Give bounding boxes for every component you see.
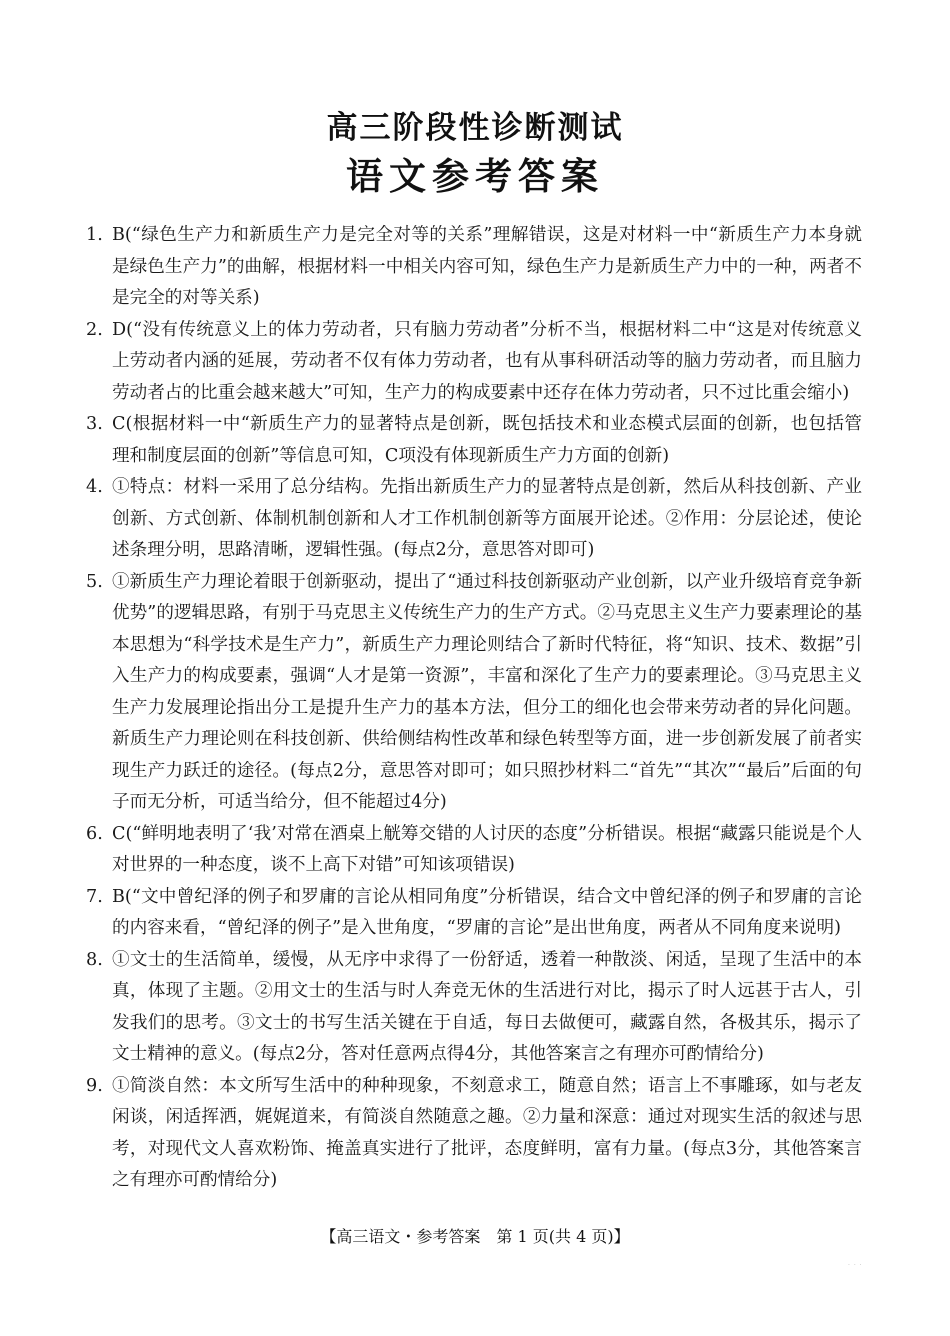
- answer-key-title: 语文参考答案: [346, 155, 604, 198]
- answer-item-6: [86, 819, 862, 882]
- answer-number: 2.: [86, 319, 103, 340]
- page-footer: 【高三语文・参考答案 第 1 页(共 4 页)】: [320, 1227, 630, 1246]
- exam-title: 高三阶段性诊断测试: [326, 110, 624, 146]
- answer-text: ①新质生产力理论着眼于创新驱动，提出了“通过科技创新驱动产业创新，以产业升级培育竞争新优势”的逻辑思路，有别于马克思主义传统生产力的生产方式。②马克思主义生产力要素理论的基本思想为“科学技术是生产力”，新质生产力理论则结合了新时代特征，将“知识、技术、数据”引入生产力的构成要素，强调“人才是第一资源”，丰富和深化了生产力的要素理论。③马克思主义生产力发展理论指出分工是提升生产力的基本方法，但分工的细化也会带来劳动者的异化问题。新质生产力理论则在科技创新、供给侧结构性改革和绿色转型等方面，进一步创新发展了前者实现生产力跃迁的途径。(每点2分，意思答对即可；如只照抄材料二“首先”“其次”“最后”后面的句子而无分析，可适当给分，但不能超过4分): [112, 571, 862, 812]
- answer-item-5: [86, 567, 862, 819]
- answer-text: B(“绿色生产力和新质生产力是完全对等的关系”理解错误，这是对材料一中“新质生产力本身就是绿色生产力”的曲解，根据材料一中相关内容可知，绿色生产力是新质生产力中的一种，两者不是完全的对等关系): [112, 225, 862, 308]
- answer-item-7: [86, 882, 862, 945]
- answer-text: ①特点：材料一采用了总分结构。先指出新质生产力的显著特点是创新，然后从科技创新、产业创新、方式创新、体制机制创新和人才工作机制创新等方面展开论述。②作用：分层论述，使论述条理分明，思路清晰，逻辑性强。(每点2分，意思答对即可): [112, 477, 862, 560]
- answer-text: C(“鲜明地表明了‘我’对常在酒桌上觥筹交错的人讨厌的态度”分析错误。根据“藏露只能说是个人对世界的一种态度，谈不上高下对错”可知该项错误): [112, 823, 862, 875]
- answer-text: C(根据材料一中“新质生产力的显著特点是创新，既包括技术和业态模式层面的创新，也包括管理和制度层面的创新”等信息可知，C项没有体现新质生产力方面的创新): [112, 414, 862, 466]
- answer-item-1: [86, 220, 862, 315]
- answer-number: 9.: [86, 1075, 103, 1096]
- answer-number: 8.: [86, 949, 103, 970]
- answer-item-4: [86, 472, 862, 567]
- answer-text: ①文士的生活简单，缓慢，从无序中求得了一份舒适，透着一种散淡、闲适，呈现了生活中的本真，体现了主题。②用文士的生活与时人奔竞无休的生活进行对比，揭示了时人远甚于古人，引发我们的思考。③文士的书写生活关键在于自适，每日去做便可，藏露自然，各极其乐，揭示了文士精神的意义。(每点2分，答对任意两点得4分，其他答案言之有理亦可酌情给分): [112, 949, 862, 1064]
- answer-text: B(“文中曾纪泽的例子和罗庸的言论从相同角度”分析错误，结合文中曾纪泽的例子和罗庸的言论的内容来看，“曾纪泽的例子”是入世角度，“罗庸的言论”是出世角度，两者从不同角度来说明): [112, 886, 862, 938]
- answer-item-2: [86, 315, 862, 410]
- answer-number: 3.: [86, 414, 103, 434]
- answer-number: 5.: [86, 571, 103, 592]
- answer-number: 7.: [86, 886, 103, 907]
- answer-text: D(“没有传统意义上的体力劳动者，只有脑力劳动者”分析不当，根据材料二中“这是对传统意义上劳动者内涵的延展，劳动者不仅有体力劳动者，也有从事科研活动等的脑力劳动者，而且脑力劳动者占的比重会越来越大”可知，生产力的构成要素中还存在体力劳动者，只不过比重会缩小): [112, 319, 862, 403]
- answer-number: 6.: [86, 823, 103, 844]
- answer-item-3: [86, 409, 862, 472]
- answer-number: 4.: [86, 477, 103, 497]
- answer-item-9: [86, 1071, 862, 1197]
- answer-number: 1.: [86, 225, 103, 245]
- answer-list: [86, 220, 862, 1197]
- page-mark: · · ·: [848, 1262, 863, 1269]
- answer-text: ①简淡自然：本文所写生活中的种种现象，不刻意求工，随意自然；语言上不事雕琢，如与老友闲谈，闲适挥洒，娓娓道来，有简淡自然随意之趣。②力量和深意：通过对现实生活的叙述与思考，对现代文人喜欢粉饰、掩盖真实进行了批评，态度鲜明，富有力量。(每点3分，其他答案言之有理亦可酌情给分): [112, 1075, 862, 1190]
- answer-item-8: [86, 945, 862, 1071]
